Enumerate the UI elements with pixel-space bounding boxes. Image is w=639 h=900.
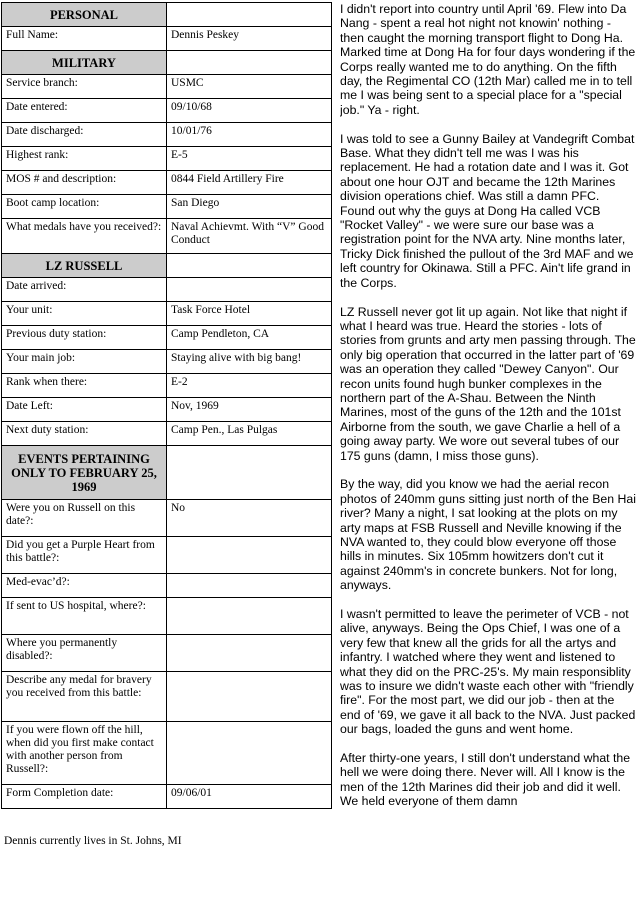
field-label: Highest rank: <box>2 147 167 171</box>
field-label: Form Completion date: <box>2 785 167 809</box>
field-value <box>167 722 332 785</box>
form-row <box>2 537 332 574</box>
section-header-events <box>2 446 332 500</box>
section-title: PERSONAL <box>2 3 167 27</box>
narrative-paragraph: By the way, did you know we had the aerial recon photos of 240mm guns sitting just north of the Ben Hai river? Many a night, I sat looking at the plots on my arty maps at FSB Russell and Neville knowing if the NVA wanted to, they could blow everyone off those hills in minutes. Six 105mm howitzers don't cut it against 240mm's in concrete bunkers. Not for long, anyways. <box>340 477 636 593</box>
section-title: MILITARY <box>2 51 167 75</box>
form-row <box>2 302 332 326</box>
field-value: Task Force Hotel <box>167 302 332 326</box>
field-label: Did you get a Purple Heart from this battle?: <box>2 537 167 574</box>
field-value <box>167 574 332 598</box>
form-row <box>2 195 332 219</box>
field-value <box>167 672 332 722</box>
form-row <box>2 27 332 51</box>
form-row <box>2 278 332 302</box>
field-value <box>167 635 332 672</box>
field-value: Camp Pen., Las Pulgas <box>167 422 332 446</box>
field-label: Rank when there: <box>2 374 167 398</box>
form-row <box>2 147 332 171</box>
section-title: LZ RUSSELL <box>2 254 167 278</box>
field-value: E-2 <box>167 374 332 398</box>
narrative-paragraph: LZ Russell never got lit up again. Not like that night if what I heard was true. Heard the stories - lots of stories from grunts and arty men passing through. The only big operation that occurred in the latter part of '69 was an operation they called "Dewey Canyon". Our recon units found hugh bunker complexes in the northern part of the A-Shau. Between the Ninth Marines, most of the guns of the 12th and the 101st Airborne from the south, we gave Charlie a hell of a going away party. We wore out several tubes of our 175 guns (damn, I miss those guns). <box>340 304 636 463</box>
field-value: 10/01/76 <box>167 123 332 147</box>
form-row <box>2 422 332 446</box>
field-label: Date Left: <box>2 398 167 422</box>
field-label: Service branch: <box>2 75 167 99</box>
field-label: Next duty station: <box>2 422 167 446</box>
field-label: If you were flown off the hill, when did you first make contact with another person from Russell?: <box>2 722 167 785</box>
form-row <box>2 672 332 722</box>
field-label: Date entered: <box>2 99 167 123</box>
form-row <box>2 123 332 147</box>
form-row <box>2 99 332 123</box>
form-row <box>2 219 332 254</box>
form-row <box>2 326 332 350</box>
field-value: 09/10/68 <box>167 99 332 123</box>
field-value: Staying alive with big bang! <box>167 350 332 374</box>
field-value: Naval Achievmt. With “V” Good Conduct <box>167 219 332 254</box>
field-value <box>167 278 332 302</box>
field-value: USMC <box>167 75 332 99</box>
section-title: EVENTS PERTAINING ONLY TO FEBRUARY 25, 1969 <box>2 446 167 500</box>
field-value: E-5 <box>167 147 332 171</box>
field-value <box>167 598 332 635</box>
form-row <box>2 350 332 374</box>
field-value: Dennis Peskey <box>167 27 332 51</box>
field-label: Date arrived: <box>2 278 167 302</box>
form-row <box>2 171 332 195</box>
form-row <box>2 722 332 785</box>
field-label: MOS # and description: <box>2 171 167 195</box>
field-value: San Diego <box>167 195 332 219</box>
form-row <box>2 635 332 672</box>
field-label: Describe any medal for bravery you received from this battle: <box>2 672 167 722</box>
field-label: Date discharged: <box>2 123 167 147</box>
field-value <box>167 537 332 574</box>
narrative-column <box>340 2 636 898</box>
veteran-form-table <box>1 2 332 809</box>
field-value: 0844 Field Artillery Fire <box>167 171 332 195</box>
residence-note: Dennis currently lives in St. Johns, MI <box>4 835 182 847</box>
form-row <box>2 785 332 809</box>
narrative-paragraph: I wasn't permitted to leave the perimeter of VCB - not alive, anyways. Being the Ops Chief, I was one of a very few that knew all the grids for all the artys and infantry. I watched where they went and listened to what they did on the PRC-25's. My main responsiblity was to insure we didn't waste each other with "friendly fire". For the most part, we did our job - then at the end of '69, we gave it all back to the NVA. Just packed our bags, loaded the guns and went home. <box>340 607 636 737</box>
field-label: Previous duty station: <box>2 326 167 350</box>
field-value: Camp Pendleton, CA <box>167 326 332 350</box>
field-value: Nov, 1969 <box>167 398 332 422</box>
narrative-paragraph: I didn't report into country until April '69. Flew into Da Nang - spent a real hot night not knowin' nothing - then caught the morning transport flight to Dong Ha. Marked time at Dong Ha for four days wondering if the Corps really wanted me to do anything. On the fifth day, the Regimental CO (12th Mar) called me in to tell me I was being sent to a special place for a "special job." Ya - right. <box>340 2 636 117</box>
field-label: Boot camp location: <box>2 195 167 219</box>
field-label: Full Name: <box>2 27 167 51</box>
form-row <box>2 398 332 422</box>
form-row <box>2 574 332 598</box>
section-header-lz-russell <box>2 254 332 278</box>
field-label: Where you permanently disabled?: <box>2 635 167 672</box>
field-label: Your unit: <box>2 302 167 326</box>
field-value: 09/06/01 <box>167 785 332 809</box>
field-label: If sent to US hospital, where?: <box>2 598 167 635</box>
field-value: No <box>167 500 332 537</box>
field-label: Were you on Russell on this date?: <box>2 500 167 537</box>
form-row <box>2 75 332 99</box>
form-row <box>2 374 332 398</box>
field-label: Your main job: <box>2 350 167 374</box>
field-label: What medals have you received?: <box>2 219 167 254</box>
narrative-paragraph: I was told to see a Gunny Bailey at Vandegrift Combat Base. What they didn't tell me was I was his replacement. He had a rotation date and I was it. Got about one hour OJT and became the 12th Marines division operations chief. Was still a damn PFC. Found out why the guys at Dong Ha called VCB "Rocket Valley" - we were sure our base was a registration point for the NVA arty. Nine months later, Tricky Dick finished the pullout of the 3rd MAF and we left country for Okinawa. Still a PFC. Ain't life grand in the Corps. <box>340 131 635 290</box>
section-header-military <box>2 51 332 75</box>
narrative-paragraph: After thirty-one years, I still don't understand what the hell we were doing there. Never will. All I know is the men of the 12th Marines did their job and did it well. We held everyone of them damn <box>340 751 631 809</box>
form-row <box>2 500 332 537</box>
field-label: Med-evac’d?: <box>2 574 167 598</box>
form-row <box>2 598 332 635</box>
section-header-personal <box>2 3 332 27</box>
